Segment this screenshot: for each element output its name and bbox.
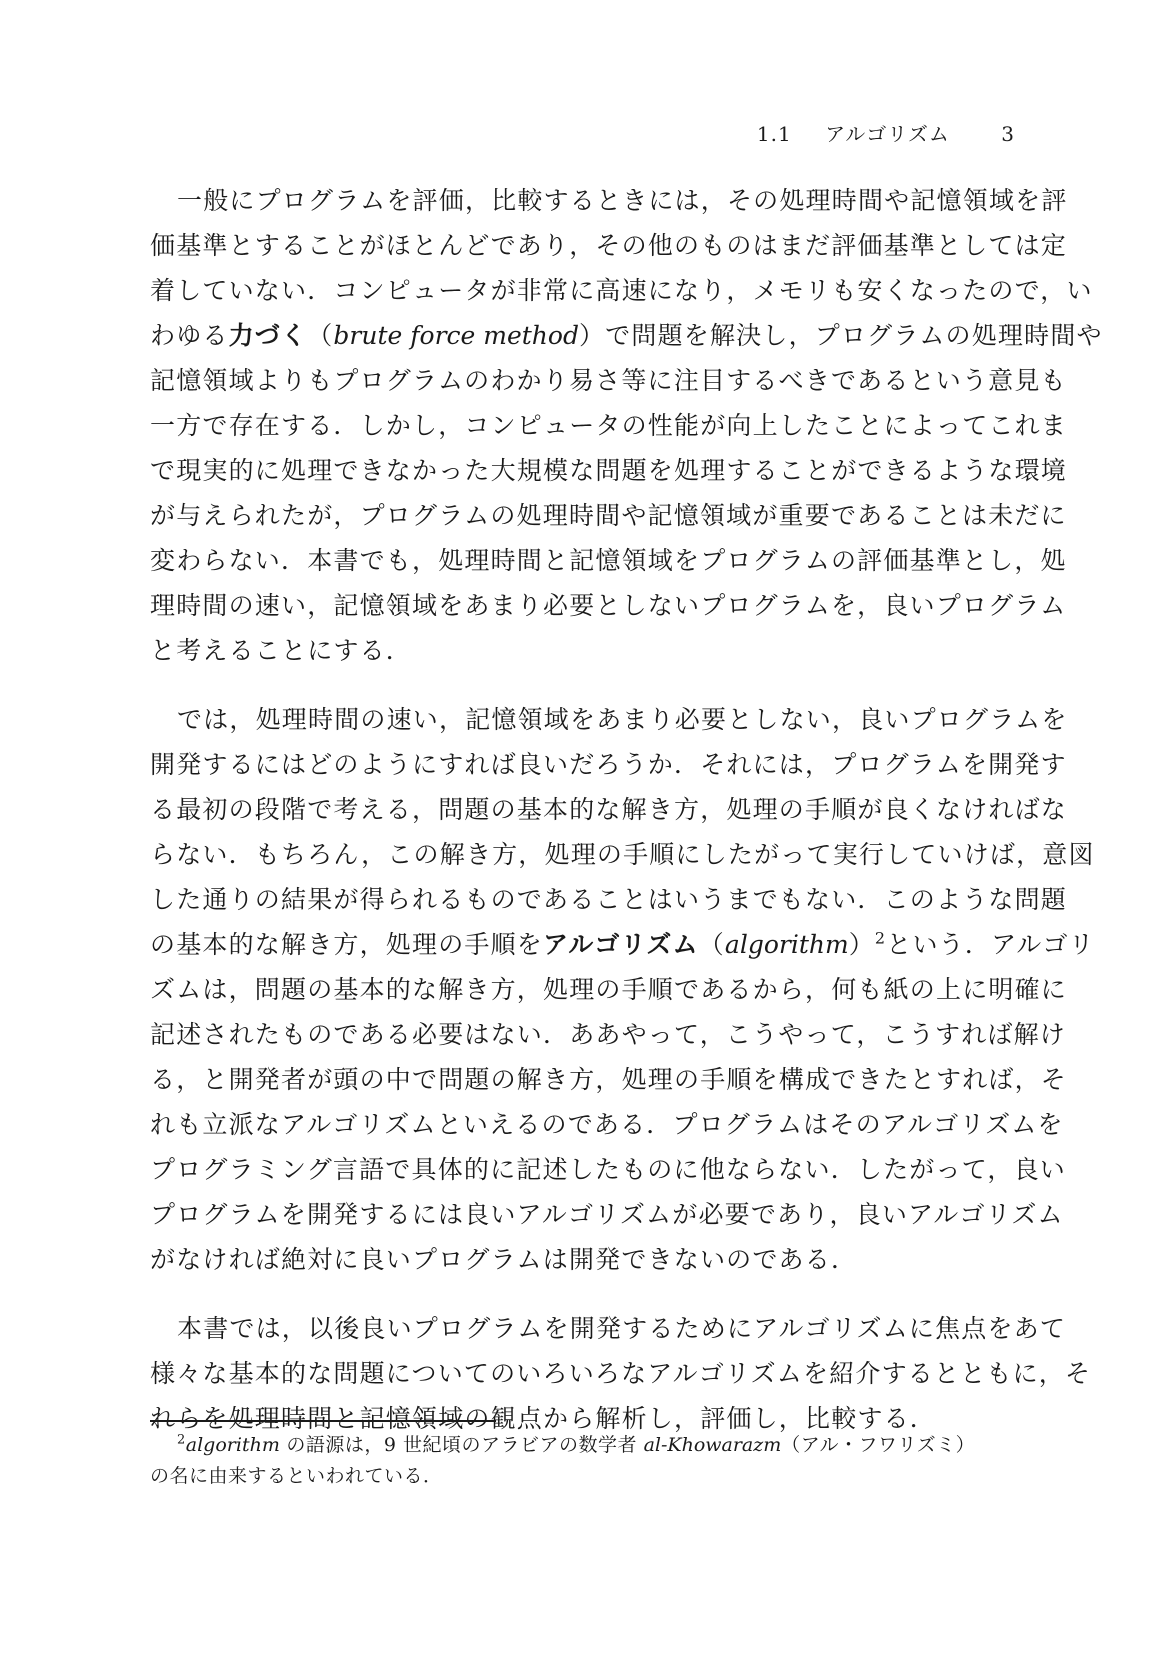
text-run: の基本的な解き方，処理の手順を [150,930,544,959]
text-run: らない．もちろん，この解き方，処理の手順にしたがって実行していけば，意図 [150,840,1095,869]
text-run: 記憶領域よりもプログラムのわかり易さ等に注目するべきであるという意見も [150,366,1067,395]
text-line [150,1306,1067,1351]
text-run: 価基準とすることがほとんどであり，その他のものはまだ評価基準としては定 [150,231,1068,260]
text-run: 様々な基本的な問題についてのいろいろなアルゴリズムを紹介するとともに，そ [150,1359,1092,1388]
italic-term: brute force method [333,321,579,350]
text-line [150,742,1067,787]
text-run: ）で問題を解決し，プログラムの処理時間や [578,321,1103,350]
text-run: る最初の段階で考える，問題の基本的な解き方，処理の手順が良くなければな [150,795,1068,824]
text-line [150,628,1016,673]
text-run: る，と開発者が頭の中で問題の解き方，処理の手順を構成できたとすれば，そ [150,1065,1068,1094]
italic-term: algorithm [724,930,849,959]
text-run: 本書では，以後良いプログラムを開発するためにアルゴリズムに焦点をあて [177,1314,1067,1343]
text-line [150,448,1068,493]
text-run: （ [307,321,334,350]
footnote-line [150,1461,1016,1492]
text-run: プログラミング言語で具体的に記述したものに他ならない．したがって，良い [150,1155,1067,1184]
italic-term: algorithm [185,1434,280,1456]
text-run: という．アルゴリ [886,930,1095,959]
text-run: 着していない．コンピュータが非常に高速になり，メモリも安くなったので，い [150,276,1093,305]
body-text [150,178,1103,1465]
text-run: プログラムを開発するには良いアルゴリズムが必要であり，良いアルゴリズム [150,1200,1064,1229]
footnote-marker: 2 [874,928,887,948]
italic-term: al-Khowarazm [643,1434,782,1456]
text-run: れらを処理時間と記憶領域の観点から解析し，評価し，比較する． [150,1404,937,1433]
text-run: 一般にプログラムを評価，比較するときには，その処理時間や記憶領域を評 [177,186,1068,215]
section-title: アルゴリズム [825,122,950,146]
text-run: れも立派なアルゴリズムといえるのである．プログラムはそのアルゴリズムを [150,1110,1064,1139]
text-run: した通りの結果が得られるものであることはいうまでもない．このような問題 [150,885,1068,914]
text-run: （ [698,930,725,959]
text-line [150,877,1068,922]
running-head [757,118,1015,147]
text-run: の語源は，9 世紀頃のアラビアの数学者 [279,1434,644,1456]
text-run: がなければ絶対に良いプログラムは開発できないのである． [150,1245,858,1274]
paragraph [150,697,1095,1282]
text-run: では，処理時間の速い，記憶領域をあまり必要としない，良いプログラムを [177,705,1068,734]
text-line [150,922,1095,967]
text-line [150,1057,1068,1102]
text-run: （アル・フワリズミ） [781,1434,976,1456]
footnote-marker: 2 [177,1432,186,1448]
footnote [150,1430,1016,1492]
text-line [150,787,1068,832]
text-line [150,967,1068,1012]
paragraph [150,178,1103,673]
text-line [150,313,1103,358]
text-line [150,1147,1067,1192]
text-line [150,403,1068,448]
text-run: の名に由来するといわれている． [150,1465,443,1487]
text-line [150,1237,1016,1282]
text-run: ） [848,930,875,959]
text-line [150,1351,1092,1396]
text-run: ズムは，問題の基本的な解き方，処理の手順であるから，何も紙の上に明確に [150,975,1068,1004]
text-run: 一方で存在する．しかし，コンピュータの性能が向上したことによってこれま [150,411,1068,440]
text-line [150,583,1067,628]
text-run: と考えることにする． [150,636,413,665]
footnote-rule [150,1420,496,1422]
page-number: 3 [1001,122,1015,146]
text-run: わゆる [150,321,229,350]
text-run: 変わらない．本書でも，処理時間と記憶領域をプログラムの評価基準とし，処 [150,546,1067,575]
bold-term: 力づく [228,321,308,350]
text-run: が与えられたが，プログラムの処理時間や記憶領域が重要であることは未だに [150,501,1067,530]
text-line [150,1192,1064,1237]
section-number: 1.1 [756,122,792,146]
text-line [150,493,1067,538]
text-line [150,268,1093,313]
text-line [150,178,1068,223]
footnote-line [150,1430,1016,1461]
text-line [150,1012,1067,1057]
text-line [150,223,1068,268]
text-run: で現実的に処理できなかった大規模な問題を処理することができるような環境 [150,456,1068,485]
text-run: 記述されたものである必要はない．ああやって，こうやって，こうすれば解け [150,1020,1067,1049]
text-run: 開発するにはどのようにすれば良いだろうか．それには，プログラムを開発す [150,750,1067,779]
text-line [150,358,1067,403]
text-run: 理時間の速い，記憶領域をあまり必要としないプログラムを，良いプログラム [150,591,1067,620]
text-line [150,697,1068,742]
bold-term: アルゴリズム [543,930,699,959]
text-line [150,832,1095,877]
text-line [150,538,1067,583]
text-line [150,1102,1064,1147]
